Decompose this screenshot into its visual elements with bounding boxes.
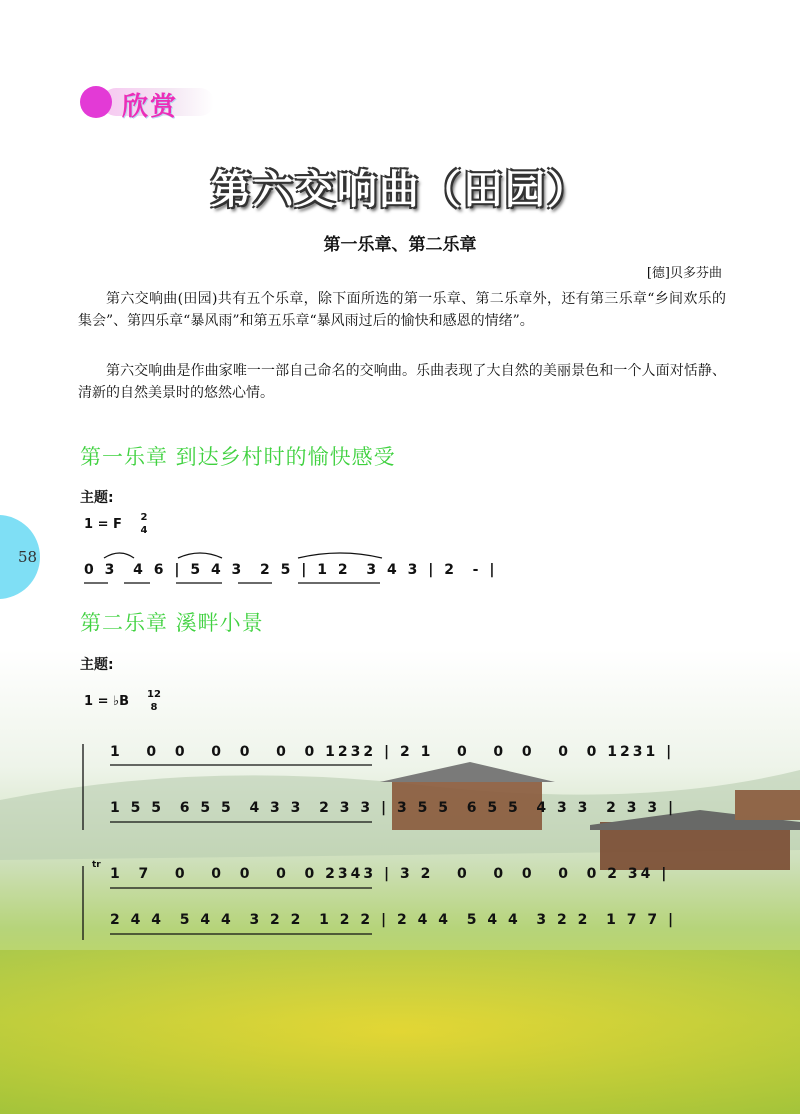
page-number: 58 (18, 548, 38, 566)
description-paragraph: 第六交响曲是作曲家唯一一部自己命名的交响曲。乐曲表现了大自然的美丽景色和一个人面对恬静、清新的自然美景时的悠然心情。 (78, 363, 726, 401)
composer-credit: [德]贝多芬曲 (646, 266, 722, 281)
movement1-meter-top: 2 (140, 512, 148, 523)
trill-mark: tr (92, 860, 101, 870)
movement2-meter-top: 12 (147, 689, 161, 700)
slur (104, 553, 134, 558)
system1-lower-staff: 1 5 5 6 5 5 4 3 3 2 3 3 | 3 5 5 6 5 5 4 3 3 2 3 3 | (110, 800, 677, 816)
meadow-background (0, 650, 800, 1114)
intro-paragraph: 第六交响曲(田园)共有五个乐章，除下面所选的第一乐章、第二乐章外，还有第三乐章“乡间欢乐的集会”、第四乐章“暴风雨”和第五乐章“暴风雨过后的愉快和感恩的情绪”。 (78, 291, 726, 329)
slur (298, 553, 382, 558)
badge-label: 欣赏 (122, 92, 179, 122)
movement2-heading: 第二乐章 溪畔小景 (80, 611, 264, 635)
movement1-meter-bottom: 4 (140, 525, 148, 536)
movement1-notation: 0 3 4 6 | 5 4 3 2 5 | 1 2 3 4 3 | 2 - | (84, 562, 498, 578)
page-title: 第六交响曲（田园） (211, 166, 589, 213)
movement2-meter-bottom: 8 (150, 702, 158, 713)
system2-lower-staff: 2 4 4 5 4 4 3 2 2 1 2 2 | 2 4 4 5 4 4 3 2 2 1 7 7 | (110, 912, 677, 928)
system2-upper-staff: 1 7 0 0 0 0 0 2343 | 3 2 0 0 0 0 0 2 34 | (110, 866, 670, 882)
movement2-key: 1 = ♭B (84, 694, 130, 709)
movement1-theme-label: 主题: (80, 490, 114, 506)
movement2-theme-label: 主题: (80, 657, 114, 673)
page-subtitle: 第一乐章、第二乐章 (323, 235, 477, 255)
section-badge (80, 82, 220, 120)
slur (178, 553, 222, 558)
badge-dot-icon (80, 86, 112, 118)
movement1-key: 1 = F (84, 517, 122, 532)
system1-upper-staff: 1 0 0 0 0 0 0 1232 | 2 1 0 0 0 0 0 1231 | (110, 744, 675, 760)
movement1-heading: 第一乐章 到达乡村时的愉快感受 (80, 445, 396, 469)
